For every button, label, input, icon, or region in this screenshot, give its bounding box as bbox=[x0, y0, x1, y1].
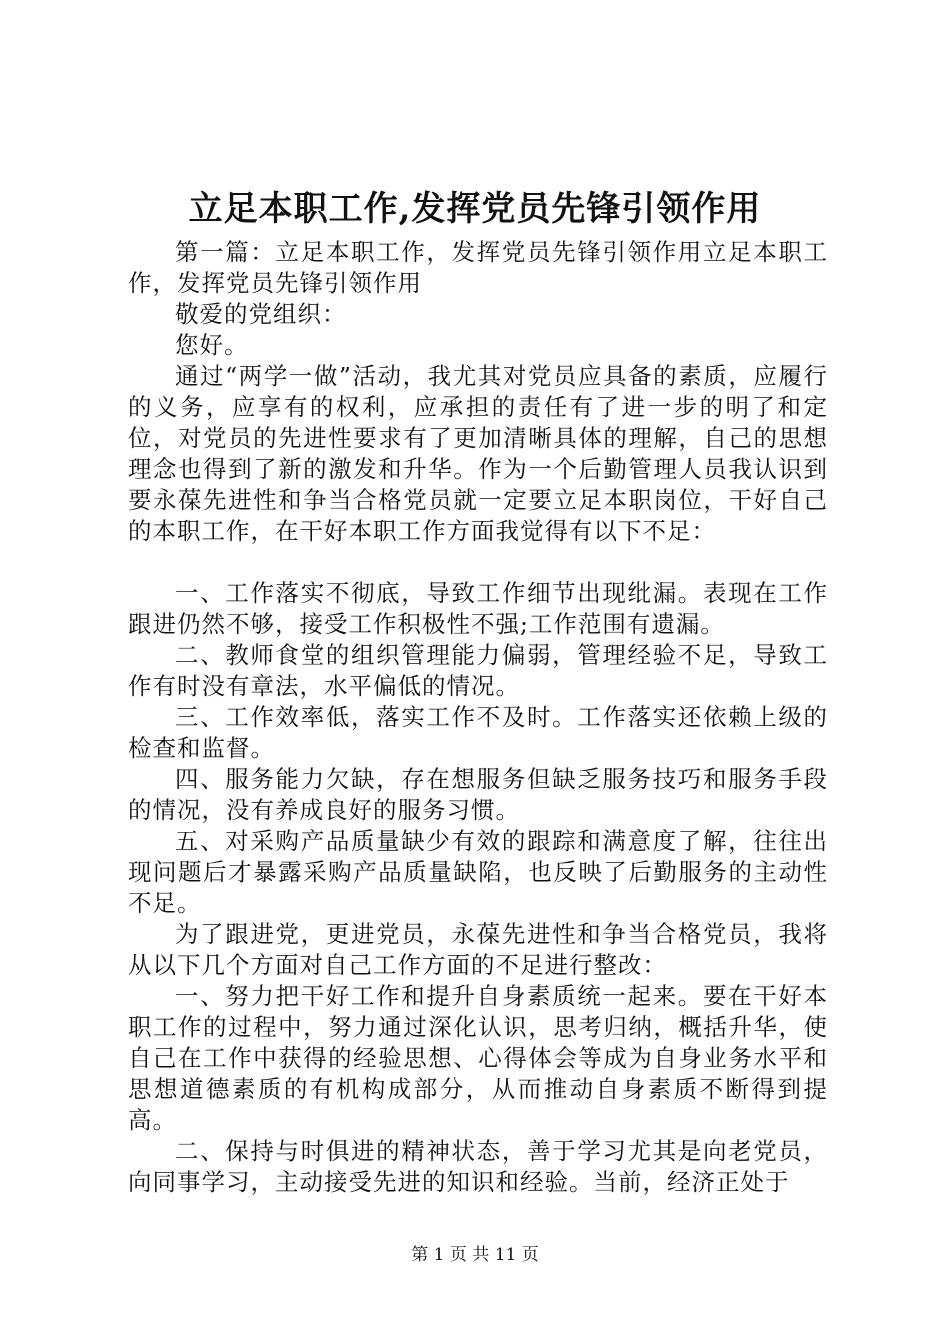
document-title: 立足本职工作,发挥党员先锋引领作用 bbox=[188, 189, 762, 229]
paragraph: 为了跟进党，更进党员，永葆先进性和争当合格党员，我将从以下几个方面对自己工作方面的不足进行整改： bbox=[128, 920, 828, 979]
paragraph: 一、工作落实不彻底，导致工作细节出现纰漏。表现在工作跟进仍然不够，接受工作积极性不强;工作范围有遗漏。 bbox=[128, 579, 828, 638]
paragraph: 四、服务能力欠缺，存在想服务但缺乏服务技巧和服务手段的情况，没有养成良好的服务习惯。 bbox=[128, 765, 828, 824]
page-footer: 第 1 页 共 11 页 bbox=[411, 1245, 539, 1265]
paragraph: 第一篇：立足本职工作，发挥党员先锋引领作用立足本职工作，发挥党员先锋引领作用 bbox=[128, 238, 828, 297]
paragraph: 二、保持与时俱进的精神状态，善于学习尤其是向老党员，向同事学习，主动接受先进的知识和经验。当前，经济正处于 bbox=[128, 1137, 828, 1196]
paragraph: 三、工作效率低，落实工作不及时。工作落实还依赖上级的检查和监督。 bbox=[128, 703, 828, 762]
paragraph: 您好。 bbox=[175, 331, 249, 359]
paragraph: 一、努力把干好工作和提升自身素质统一起来。要在干好本职工作的过程中，努力通过深化认识，思考归纳，概括升华，使自己在工作中获得的经验思想、心得体会等成为自身业务水平和思想道德素质的有机构成部分，从而推动自身素质不断得到提高。 bbox=[128, 982, 828, 1134]
paragraph: 通过“两学一做”活动，我尤其对党员应具备的素质，应履行的义务，应享有的权利，应承担的责任有了进一步的明了和定位，对党员的先进性要求有了更加清晰具体的理解，自己的思想理念也得到了新的激发和升华。作为一个后勤管理人员我认识到要永葆先进性和争当合格党员就一定要立足本职岗位，干好自己的本职工作，在干好本职工作方面我觉得有以下不足： bbox=[128, 362, 828, 545]
paragraph: 二、教师食堂的组织管理能力偏弱，管理经验不足，导致工作有时没有章法，水平偏低的情况。 bbox=[128, 641, 828, 700]
document-body bbox=[128, 237, 828, 1198]
paragraph: 五、对采购产品质量缺少有效的跟踪和满意度了解，往往出现问题后才暴露采购产品质量缺陷，也反映了后勤服务的主动性不足。 bbox=[128, 827, 828, 917]
paragraph: 敬爱的党组织： bbox=[175, 300, 347, 328]
